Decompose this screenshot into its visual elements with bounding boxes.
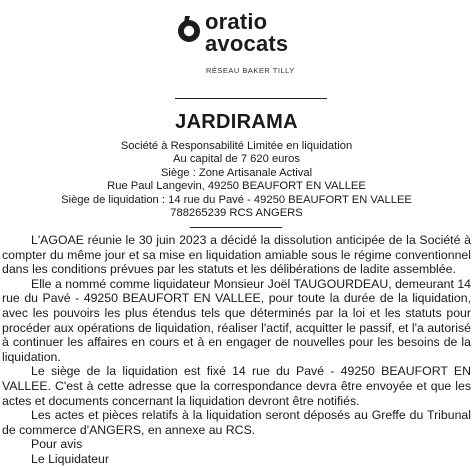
- capital-line: Au capital de 7 620 euros: [173, 153, 300, 166]
- liquidation-office-line: Siège de liquidation : 14 rue du Pavé - 49250 BEAUFORT EN VALLEE: [61, 193, 412, 206]
- paragraph-dissolution: L'AGOAE réunie le 30 juin 2023 a décidé la dissolution anticipée de la Société à compter du même jour et sa mise en liquidation amiable sous le régime conventionnel dans les conditions prévues par les statuts et les délibérations de ladite assemblée.: [2, 233, 471, 277]
- closing-signature: Le Liquidateur: [31, 451, 109, 466]
- legal-form-line: Société à Responsabilité Limitée en liquidation: [120, 140, 353, 152]
- rcs-number-line: 788265239 RCS ANGERS: [170, 207, 303, 220]
- notice-body: [2, 233, 471, 467]
- bottom-divider: [190, 227, 282, 228]
- paragraph-liquidation-office: Le siège de la liquidation est fixé 14 rue du Pavé - 49250 BEAUFORT EN VALLEE. C'est à cette adresse que la correspondance devra être envoyée et que les actes et documents concernant la liquidation devront être notifiés.: [2, 364, 471, 408]
- logo-wordmark-line1: oratio: [205, 9, 268, 34]
- company-title: JARDIRAMA: [175, 111, 298, 133]
- logo-tagline: RÉSEAU BAKER TILLY: [206, 66, 295, 75]
- paragraph-filing: Les actes et pièces relatifs à la liquidation seront déposés au Greffe du Tribunal de commerce d'ANGERS, en annexe au RCS.: [2, 408, 471, 437]
- closing-pour-avis: Pour avis: [31, 437, 83, 452]
- registered-office-address-line: Rue Paul Langevin, 49250 BEAUFORT EN VALLEE: [107, 180, 366, 193]
- paragraph-liquidator: Elle a nommé comme liquidateur Monsieur Joël TAUGOURDEAU, demeurant 14 rue du Pavé - 49250 BEAUFORT EN VALLEE, pour toute la durée de la liquidation, avec les pouvoirs les plus étendus tels que déterminés par la loi et les statuts pour procéder aux opérations de liquidation, réaliser l'actif, acquitter le passif, et l'a autorisé à continuer les affaires en cours et à en engager de nouvelles pour les besoins de la liquidation.: [2, 276, 471, 364]
- oratio-avocats-logo: [176, 8, 326, 80]
- top-divider: [175, 98, 327, 99]
- registered-office-line: Siège : Zone Artisanale Actival: [160, 166, 313, 179]
- oratio-logo-icon: [176, 14, 202, 44]
- logo-wordmark-line2: avocats: [205, 31, 289, 56]
- company-details: [0, 140, 473, 220]
